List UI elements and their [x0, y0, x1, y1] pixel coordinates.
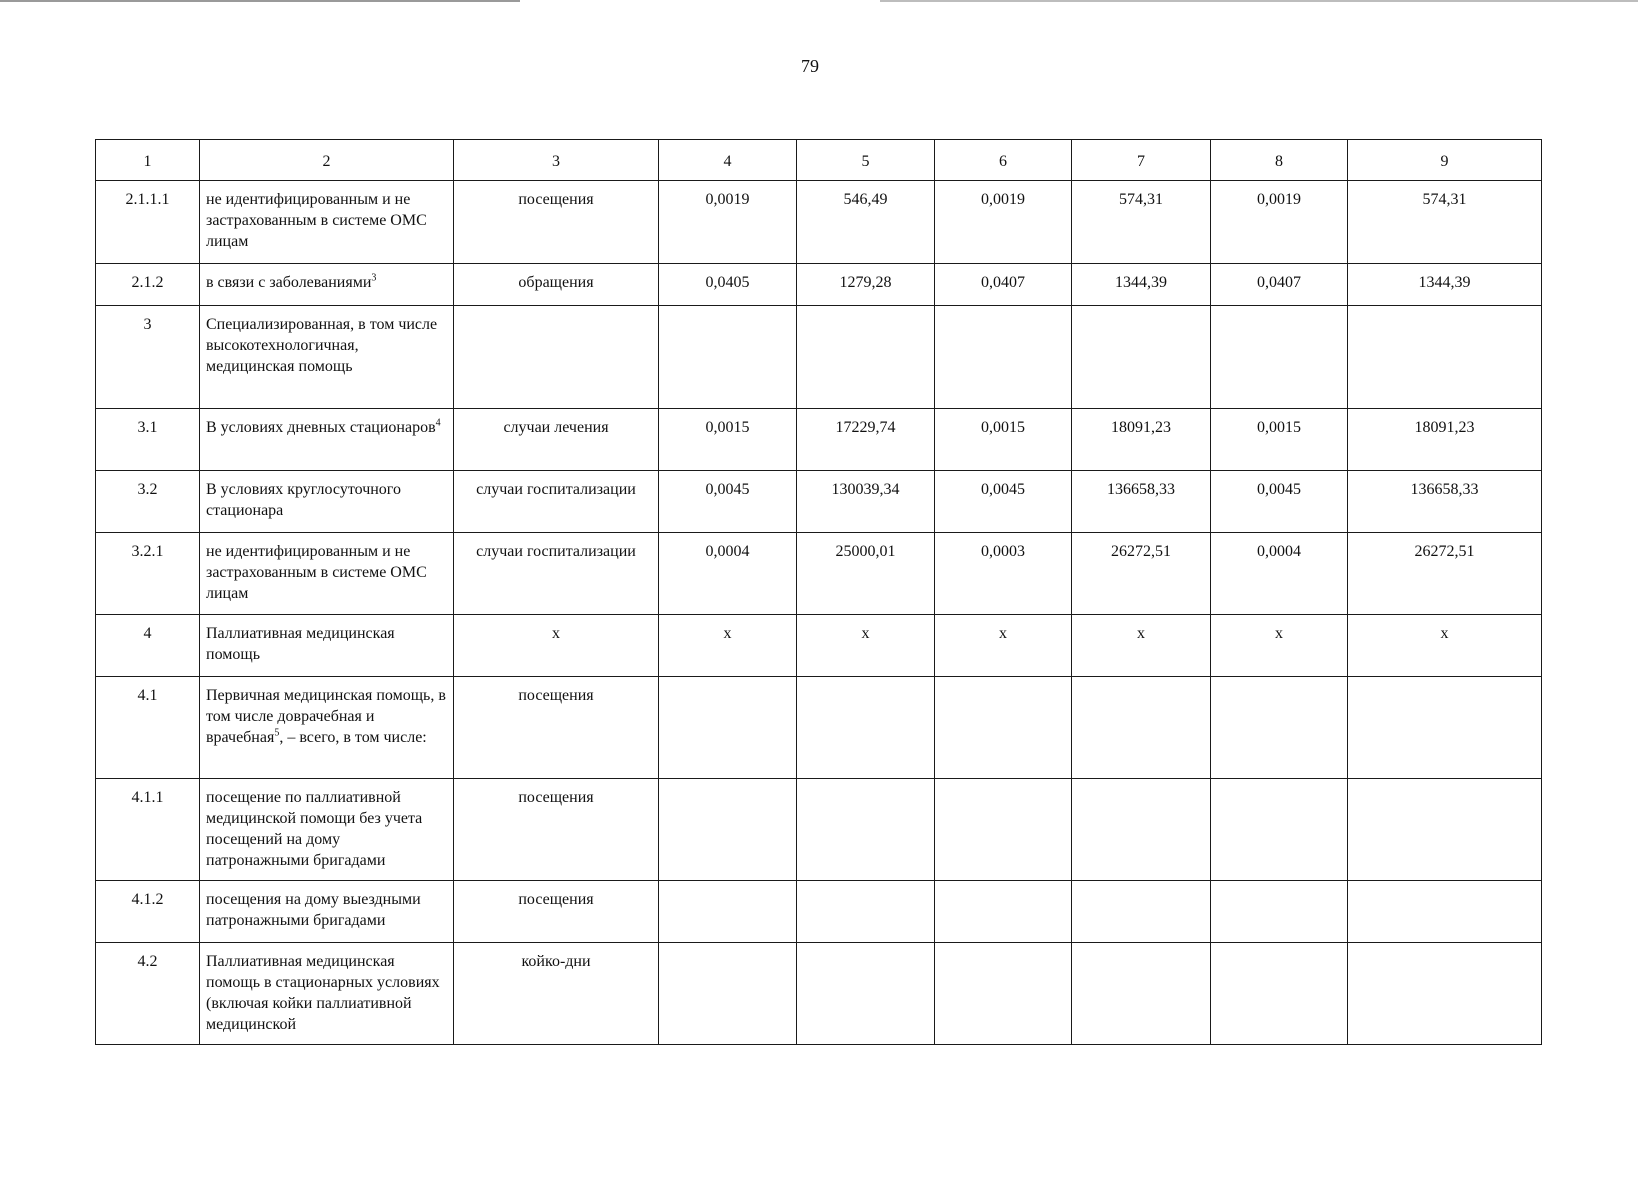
table-row: [96, 677, 1542, 779]
column-header: 5: [797, 140, 935, 181]
value-cell: [1348, 306, 1542, 409]
value-cell: [1072, 943, 1211, 1045]
description-cell: [200, 533, 454, 615]
description-cell: [200, 779, 454, 881]
description-cell: [200, 264, 454, 306]
unit-cell: случаи госпитализации: [454, 471, 659, 533]
value-cell: 0,0019: [659, 181, 797, 264]
row-number-cell: 4.2: [96, 943, 200, 1045]
column-header: 3: [454, 140, 659, 181]
description-cell: [200, 615, 454, 677]
description-cell: [200, 881, 454, 943]
value-cell: [659, 779, 797, 881]
value-cell: [935, 943, 1072, 1045]
value-cell: 26272,51: [1348, 533, 1542, 615]
value-cell: [1211, 943, 1348, 1045]
value-cell: 0,0015: [659, 409, 797, 471]
value-cell: 130039,34: [797, 471, 935, 533]
value-cell: [1211, 779, 1348, 881]
value-cell: х: [1072, 615, 1211, 677]
value-cell: 574,31: [1072, 181, 1211, 264]
value-cell: х: [935, 615, 1072, 677]
unit-cell: посещения: [454, 181, 659, 264]
description-cell: [200, 181, 454, 264]
table-body: [96, 140, 1542, 1045]
row-number-cell: 3.2: [96, 471, 200, 533]
unit-cell: обращения: [454, 264, 659, 306]
value-cell: [1211, 677, 1348, 779]
description-cell: [200, 409, 454, 471]
value-cell: 17229,74: [797, 409, 935, 471]
value-cell: [797, 306, 935, 409]
column-header: 9: [1348, 140, 1542, 181]
row-number-cell: 2.1.1.1: [96, 181, 200, 264]
row-number-cell: 4.1: [96, 677, 200, 779]
value-cell: [797, 677, 935, 779]
table-row: [96, 779, 1542, 881]
value-cell: 136658,33: [1348, 471, 1542, 533]
description-text: посещения на дому выездными патронажными бригадами: [206, 891, 421, 929]
value-cell: х: [1211, 615, 1348, 677]
value-cell: [935, 779, 1072, 881]
unit-cell: посещения: [454, 881, 659, 943]
value-cell: [935, 677, 1072, 779]
table-row: [96, 471, 1542, 533]
value-cell: 18091,23: [1072, 409, 1211, 471]
unit-cell: случаи госпитализации: [454, 533, 659, 615]
column-header: 6: [935, 140, 1072, 181]
value-cell: 1344,39: [1348, 264, 1542, 306]
value-cell: [935, 881, 1072, 943]
value-cell: [797, 881, 935, 943]
value-cell: 0,0003: [935, 533, 1072, 615]
description-cell: [200, 943, 454, 1045]
value-cell: 1344,39: [1072, 264, 1211, 306]
value-cell: 574,31: [1348, 181, 1542, 264]
value-cell: [1072, 306, 1211, 409]
value-cell: 0,0045: [1211, 471, 1348, 533]
unit-cell: [454, 306, 659, 409]
description-text: в связи с заболеваниями: [206, 274, 372, 291]
description-text: не идентифицированным и не застрахованным в системе ОМС лицам: [206, 191, 427, 250]
value-cell: 0,0407: [1211, 264, 1348, 306]
row-number-cell: 3: [96, 306, 200, 409]
table-row: [96, 181, 1542, 264]
table-header-row: [96, 140, 1542, 181]
table-row: [96, 409, 1542, 471]
value-cell: [1211, 306, 1348, 409]
value-cell: 25000,01: [797, 533, 935, 615]
description-cell: [200, 306, 454, 409]
value-cell: х: [659, 615, 797, 677]
description-text: Паллиативная медицинская помощь: [206, 625, 395, 663]
value-cell: х: [797, 615, 935, 677]
value-cell: 18091,23: [1348, 409, 1542, 471]
footnote-mark: 3: [371, 272, 377, 284]
value-cell: 1279,28: [797, 264, 935, 306]
row-number-cell: 2.1.2: [96, 264, 200, 306]
column-header: 2: [200, 140, 454, 181]
unit-cell: койко-дни: [454, 943, 659, 1045]
footnote-mark: 5: [274, 727, 280, 739]
unit-cell: х: [454, 615, 659, 677]
unit-cell: посещения: [454, 779, 659, 881]
value-cell: 0,0019: [1211, 181, 1348, 264]
column-header: 1: [96, 140, 200, 181]
column-header: 8: [1211, 140, 1348, 181]
description-text: посещение по паллиативной медицинской помощи без учета посещений на дому патронажными бригадами: [206, 789, 423, 869]
value-cell: [1348, 779, 1542, 881]
value-cell: [935, 306, 1072, 409]
value-cell: [659, 881, 797, 943]
table-row: [96, 943, 1542, 1045]
row-number-cell: 3.1: [96, 409, 200, 471]
value-cell: 136658,33: [1072, 471, 1211, 533]
description-cell: [200, 471, 454, 533]
value-cell: [659, 943, 797, 1045]
table-row: [96, 306, 1542, 409]
value-cell: [1348, 943, 1542, 1045]
table-row: [96, 533, 1542, 615]
value-cell: 0,0045: [659, 471, 797, 533]
footnote-mark: 4: [435, 417, 441, 429]
value-cell: 0,0015: [935, 409, 1072, 471]
row-number-cell: 3.2.1: [96, 533, 200, 615]
description-text: В условиях дневных стационаров: [206, 419, 436, 436]
value-cell: 546,49: [797, 181, 935, 264]
scan-edge-line: [0, 0, 1638, 2]
description-text: не идентифицированным и не застрахованным в системе ОМС лицам: [206, 543, 427, 602]
unit-cell: посещения: [454, 677, 659, 779]
value-cell: 0,0004: [1211, 533, 1348, 615]
value-cell: [1348, 881, 1542, 943]
description-text-continued: , – всего, в том числе:: [279, 729, 427, 746]
column-header: 7: [1072, 140, 1211, 181]
value-cell: [1348, 677, 1542, 779]
table-row: [96, 264, 1542, 306]
value-cell: [1072, 677, 1211, 779]
value-cell: [1211, 881, 1348, 943]
value-cell: 0,0407: [935, 264, 1072, 306]
row-number-cell: 4.1.1: [96, 779, 200, 881]
row-number-cell: 4: [96, 615, 200, 677]
unit-cell: случаи лечения: [454, 409, 659, 471]
value-cell: 0,0045: [935, 471, 1072, 533]
page-number: 79: [801, 56, 819, 76]
description-text: Паллиативная медицинская помощь в стационарных условиях (включая койки паллиативной медицинской: [206, 953, 440, 1033]
table-row: [96, 615, 1542, 677]
value-cell: [1072, 881, 1211, 943]
value-cell: 0,0015: [1211, 409, 1348, 471]
value-cell: [659, 306, 797, 409]
value-cell: [1072, 779, 1211, 881]
column-header: 4: [659, 140, 797, 181]
value-cell: 0,0004: [659, 533, 797, 615]
table-row: [96, 881, 1542, 943]
value-cell: 26272,51: [1072, 533, 1211, 615]
value-cell: 0,0019: [935, 181, 1072, 264]
description-cell: [200, 677, 454, 779]
description-text: В условиях круглосуточного стационара: [206, 481, 401, 519]
row-number-cell: 4.1.2: [96, 881, 200, 943]
value-cell: 0,0405: [659, 264, 797, 306]
value-cell: [797, 943, 935, 1045]
value-cell: [659, 677, 797, 779]
description-text: Специализированная, в том числе высокотехнологичная, медицинская помощь: [206, 316, 438, 375]
value-cell: х: [1348, 615, 1542, 677]
value-cell: [797, 779, 935, 881]
description-text: Первичная медицинская помощь, в том числе доврачебная и врачебная: [206, 687, 446, 746]
data-table: [95, 139, 1542, 1045]
